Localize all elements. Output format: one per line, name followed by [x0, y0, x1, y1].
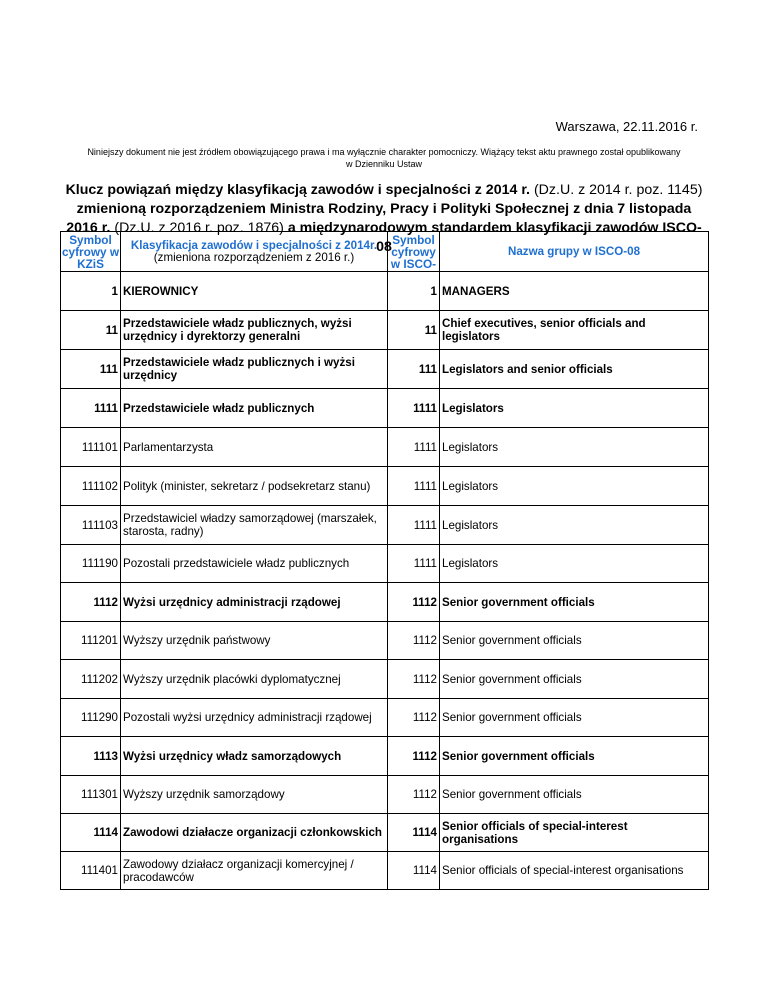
isco-name-cell: Legislators and senior officials	[440, 350, 709, 389]
isco-code-cell: 1112	[388, 583, 440, 622]
isco-code-cell: 1112	[388, 622, 440, 660]
kzis-code-cell: 1113	[61, 737, 121, 776]
title-part-6: a międzynarodowym standardem klasyfikacji zawodów ISCO-08	[287, 220, 702, 255]
kzis-code-cell: 111	[61, 350, 121, 389]
isco-code-cell: 111	[388, 350, 440, 389]
header-klasyfikacja	[121, 232, 388, 272]
kzis-name-cell: Przedstawiciele władz publicznych i wyżsi urzędnicy	[121, 350, 388, 389]
isco-code-cell: 11	[388, 311, 440, 350]
isco-name-cell: Chief executives, senior officials and legislators	[440, 311, 709, 350]
kzis-code-cell: 111101	[61, 428, 121, 467]
title-part-3: zmienioną rozporządzeniem Ministra Rodziny, Pracy i Polityki Społecznej z dnia 7 listopada	[76, 201, 692, 217]
table-row	[61, 506, 709, 545]
kzis-name-cell: Pozostali wyżsi urzędnicy administracji rządowej	[121, 699, 388, 737]
kzis-name-cell: Wyższy urzędnik samorządowy	[121, 776, 388, 814]
isco-code-cell: 1114	[388, 814, 440, 852]
kzis-code-cell: 1112	[61, 583, 121, 622]
disclaimer-line-2: w Dzienniku Ustaw	[345, 159, 423, 169]
table-body	[61, 272, 709, 890]
table-row	[61, 776, 709, 814]
kzis-code-cell: 111190	[61, 545, 121, 583]
kzis-code-cell: 1	[61, 272, 121, 311]
isco-name-cell: Legislators	[440, 467, 709, 506]
kzis-name-cell: Pozostali przedstawiciele władz publicznych	[121, 545, 388, 583]
header-symbol-isco: Symbol cyfrowy w ISCO-	[388, 232, 440, 272]
table-row	[61, 699, 709, 737]
table-row	[61, 660, 709, 699]
title-part-5: (Dz.U. z 2016 r. poz. 1876)	[110, 220, 288, 236]
isco-name-cell: Senior officials of special-interest organisations	[440, 814, 709, 852]
disclaimer-line-1: Niniejszy dokument nie jest źródłem obowiązującego prawa i ma wyłącznie charakter pomocniczy. Wiążący tekst aktu prawnego został opublikowany	[87, 147, 681, 157]
isco-name-cell: Senior government officials	[440, 776, 709, 814]
kzis-code-cell: 111103	[61, 506, 121, 545]
title-part-2: (Dz.U. z 2014 r. poz. 1145)	[530, 182, 703, 198]
table-row	[61, 545, 709, 583]
isco-code-cell: 1111	[388, 428, 440, 467]
isco-name-cell: Senior government officials	[440, 622, 709, 660]
kzis-code-cell: 111290	[61, 699, 121, 737]
isco-code-cell: 1111	[388, 545, 440, 583]
table-row	[61, 428, 709, 467]
isco-name-cell: Senior government officials	[440, 660, 709, 699]
isco-code-cell: 1112	[388, 699, 440, 737]
title-part-1: Klucz powiązań między klasyfikacją zawodów i specjalności z 2014 r.	[65, 182, 530, 198]
mapping-table	[60, 231, 709, 890]
kzis-name-cell: Zawodowy działacz organizacji komercyjnej / pracodawców	[121, 852, 388, 890]
document-date: Warszawa, 22.11.2016 r.	[555, 119, 698, 134]
header-symbol-kzis: Symbol cyfrowy w KZiS	[61, 232, 120, 271]
kzis-code-cell: 111202	[61, 660, 121, 699]
isco-name-cell: Senior government officials	[440, 737, 709, 776]
isco-code-cell: 1	[388, 272, 440, 311]
table-header-row	[61, 232, 709, 272]
kzis-name-cell: Wyżsi urzędnicy administracji rządowej	[121, 583, 388, 622]
isco-name-cell: Legislators	[440, 389, 709, 428]
table-row	[61, 389, 709, 428]
isco-name-cell: MANAGERS	[440, 272, 709, 311]
isco-code-cell: 1111	[388, 467, 440, 506]
kzis-code-cell: 111301	[61, 776, 121, 814]
header-klasyfikacja-sub: (zmieniona rozporządzeniem z 2016 r.)	[153, 250, 355, 264]
isco-name-cell: Senior government officials	[440, 699, 709, 737]
header-klasyfikacja-title: Klasyfikacja zawodów i specjalności z 2014r.	[130, 238, 378, 252]
isco-code-cell: 1114	[388, 852, 440, 890]
table-row	[61, 737, 709, 776]
kzis-name-cell: Wyższy urzędnik placówki dyplomatycznej	[121, 660, 388, 699]
isco-name-cell: Legislators	[440, 428, 709, 467]
kzis-name-cell: Zawodowi działacze organizacji członkowskich	[121, 814, 388, 852]
kzis-code-cell: 111102	[61, 467, 121, 506]
kzis-name-cell: Przedstawiciele władz publicznych	[121, 389, 388, 428]
kzis-name-cell: Przedstawiciel władzy samorządowej (marszałek, starosta, radny)	[121, 506, 388, 545]
isco-name-cell: Legislators	[440, 506, 709, 545]
disclaimer	[60, 146, 708, 170]
kzis-code-cell: 11	[61, 311, 121, 350]
table-row	[61, 467, 709, 506]
isco-name-cell: Senior government officials	[440, 583, 709, 622]
table-row	[61, 814, 709, 852]
isco-code-cell: 1112	[388, 776, 440, 814]
table-row	[61, 311, 709, 350]
table-row	[61, 622, 709, 660]
kzis-name-cell: Przedstawiciele władz publicznych, wyżsi urzędnicy i dyrektorzy generalni	[121, 311, 388, 350]
isco-name-cell: Senior officials of special-interest organisations	[440, 852, 709, 890]
kzis-code-cell: 1114	[61, 814, 121, 852]
kzis-name-cell: Wyżsi urzędnicy władz samorządowych	[121, 737, 388, 776]
kzis-name-cell: KIEROWNICY	[121, 272, 388, 311]
isco-code-cell: 1112	[388, 737, 440, 776]
isco-code-cell: 1112	[388, 660, 440, 699]
kzis-name-cell: Parlamentarzysta	[121, 428, 388, 467]
header-nazwa-isco: Nazwa grupy w ISCO-08	[440, 232, 709, 272]
kzis-code-cell: 111401	[61, 852, 121, 890]
isco-code-cell: 1111	[388, 506, 440, 545]
isco-name-cell: Legislators	[440, 545, 709, 583]
table-row	[61, 583, 709, 622]
kzis-name-cell: Polityk (minister, sekretarz / podsekretarz stanu)	[121, 467, 388, 506]
isco-code-cell: 1111	[388, 389, 440, 428]
table-row	[61, 350, 709, 389]
title-part-4: 2016 r.	[66, 220, 111, 236]
table-row	[61, 272, 709, 311]
kzis-code-cell: 1111	[61, 389, 121, 428]
kzis-name-cell: Wyższy urzędnik państwowy	[121, 622, 388, 660]
kzis-code-cell: 111201	[61, 622, 121, 660]
table-row	[61, 852, 709, 890]
